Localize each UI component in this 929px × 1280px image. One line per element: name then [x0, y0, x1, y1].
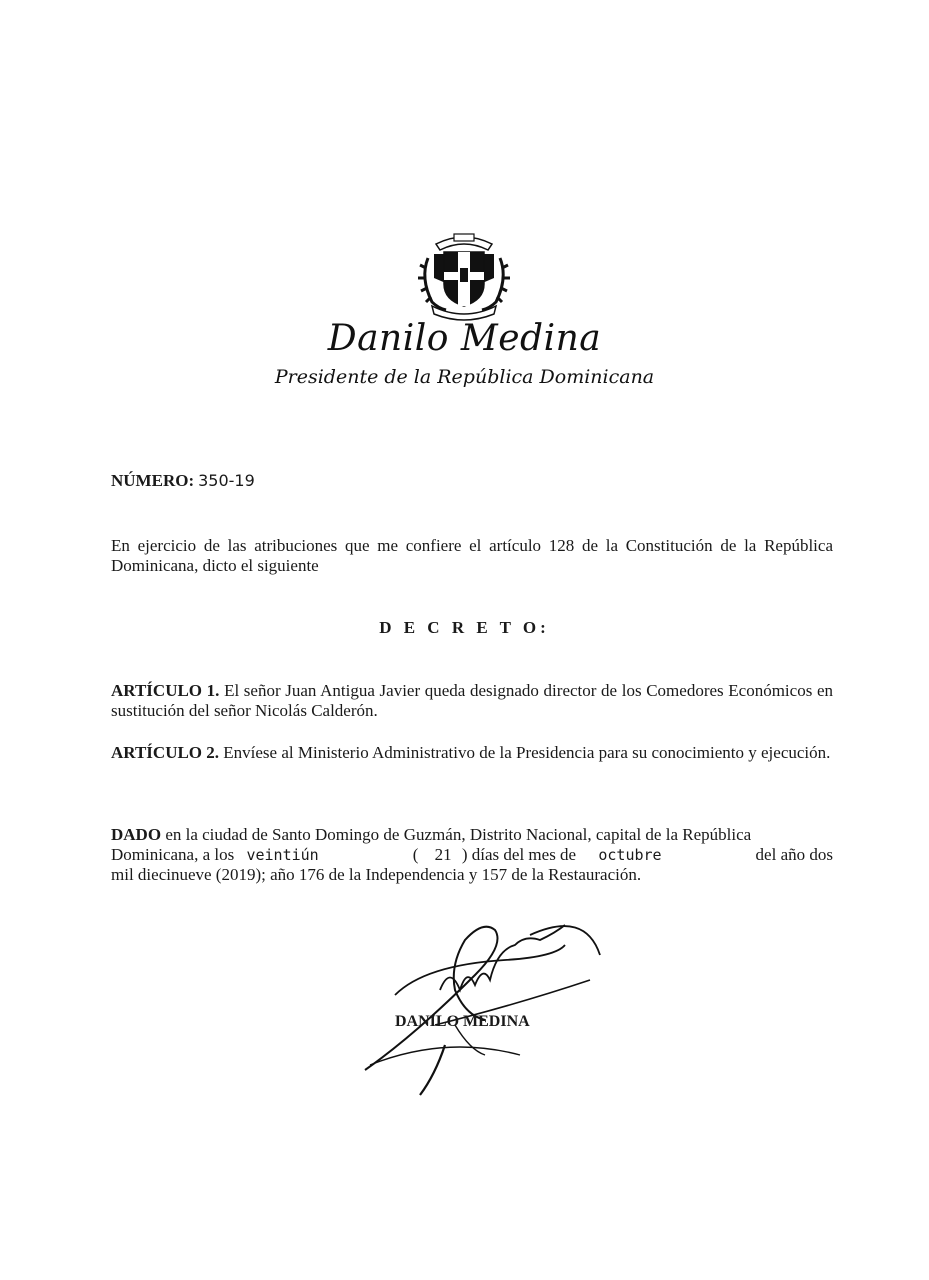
- day-paren-close: ) días del mes de: [461, 845, 577, 864]
- day-in-words: veintiún: [246, 846, 319, 864]
- month-name: octubre: [598, 846, 662, 864]
- decree-number-value: 350-19: [198, 471, 255, 490]
- article-2-label: ARTÍCULO 2.: [111, 743, 220, 762]
- intro-paragraph: En ejercicio de las atribuciones que me confiere el artículo 128 de la Constitución de la República Dominicana, dicto el siguiente: [111, 536, 833, 575]
- coat-of-arms-icon: [414, 228, 514, 322]
- dado-line-3: mil diecinueve (2019); año 176 de la Independencia y 157 de la Restauración.: [111, 865, 642, 884]
- article-2: [111, 743, 833, 763]
- article-1-label: ARTÍCULO 1.: [111, 681, 220, 700]
- dado-paragraph: [111, 825, 833, 885]
- handwritten-signature-icon: [355, 905, 615, 1105]
- article-1: [111, 681, 833, 721]
- dado-line-2: [111, 845, 833, 865]
- article-2-text: Envíese al Ministerio Administrativo de la Presidencia para su conocimiento y ejecución.: [223, 743, 831, 762]
- dado-line-1: [111, 825, 833, 845]
- decree-heading: D E C R E T O:: [379, 618, 550, 637]
- day-paren-open: (: [412, 845, 419, 864]
- dado-line-2-start: Dominicana, a los: [111, 845, 235, 864]
- signatory-name: DANILO MEDINA: [395, 1013, 530, 1030]
- president-title-heading: Presidente de la República Dominicana: [274, 366, 655, 388]
- dado-line-2-end: del año dos: [755, 845, 833, 864]
- decree-number: [111, 471, 255, 491]
- article-1-text: El señor Juan Antigua Javier queda designado director de los Comedores Económicos en sustitución del señor Nicolás Calderón.: [111, 681, 833, 720]
- day-number: 21: [434, 845, 452, 864]
- dado-line-1-text: en la ciudad de Santo Domingo de Guzmán, Distrito Nacional, capital de la República: [165, 825, 752, 844]
- dado-label: DADO: [111, 825, 162, 844]
- decree-number-label: NÚMERO:: [111, 471, 195, 490]
- president-name-heading: Danilo Medina: [327, 318, 602, 359]
